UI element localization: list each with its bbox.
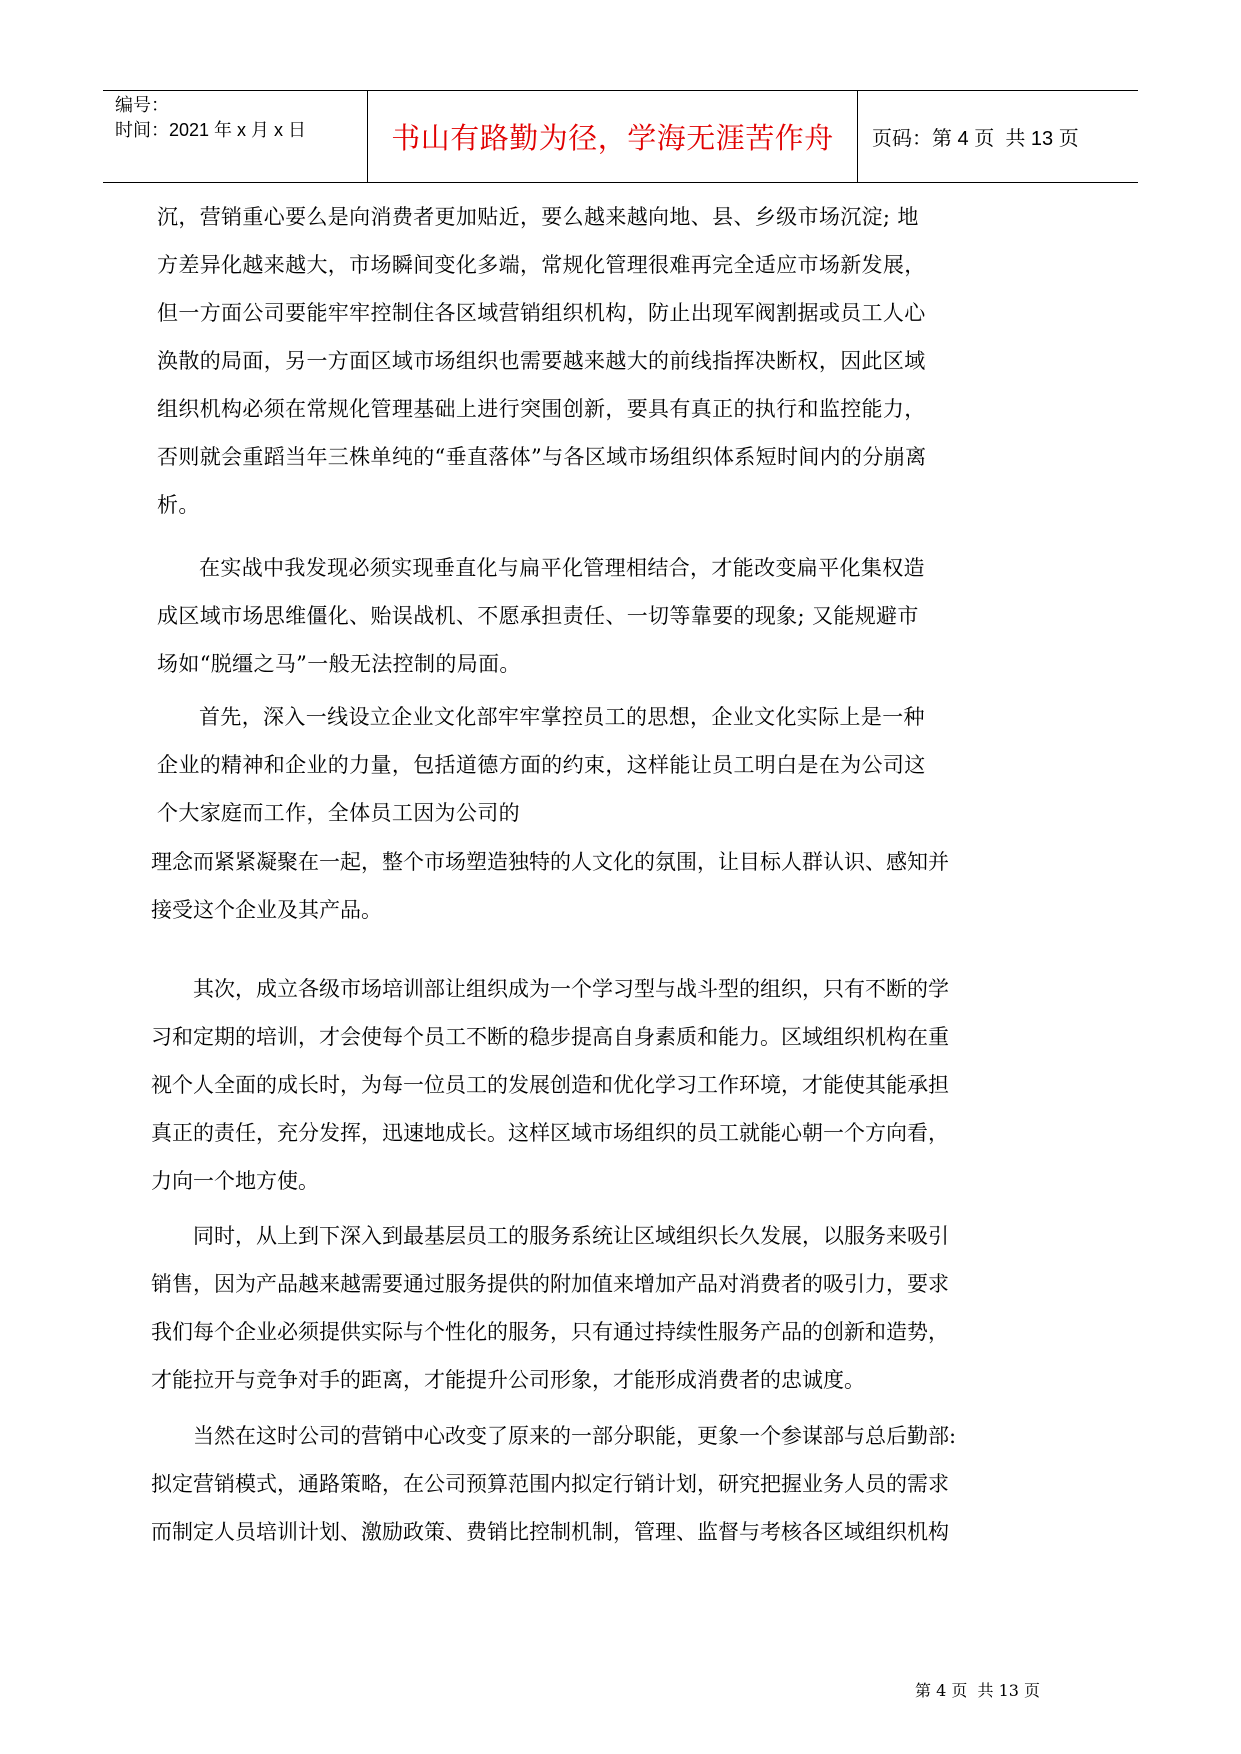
paragraph xyxy=(157,693,926,837)
paragraph-line: 企业的精神和企业的力量，包括道德方面的约束，这样能让员工明白是在为公司这 xyxy=(157,753,926,777)
paragraph-line: 力向一个地方使。 xyxy=(151,1169,319,1193)
paragraph-line: 沉，营销重心要么是向消费者更加贴近，要么越来越向地、县、乡级市场沉淀; 地 xyxy=(157,205,919,229)
document-number-label: 编号： xyxy=(115,95,169,115)
paragraph-line: 接受这个企业及其产品。 xyxy=(151,898,382,922)
paragraph-line: 成区域市场思维僵化、贻误战机、不愿承担责任、一切等靠要的现象; 又能规避市 xyxy=(157,604,919,628)
paragraph-line: 方差异化越来越大，市场瞬间变化多端，常规化管理很难再完全适应市场新发展， xyxy=(157,253,926,277)
paragraph-line: 其次，成立各级市场培训部让组织成为一个学习型与战斗型的组织，只有不断的学 xyxy=(193,977,949,1001)
paragraph-line: 否则就会重蹈当年三株单纯的“垂直落体”与各区域市场组织体系短时间内的分崩离 xyxy=(157,445,927,469)
paragraph-line: 销售，因为产品越来越需要通过服务提供的附加值来增加产品对消费者的吸引力，要求 xyxy=(151,1272,949,1296)
paragraph-line: 场如“脱缰之马”一般无法控制的局面。 xyxy=(157,652,521,676)
paragraph-line: 但一方面公司要能牢牢控制住各区域营销组织机构，防止出现军阀割据或员工人心 xyxy=(157,301,926,325)
paragraph-line: 习和定期的培训，才会使每个员工不断的稳步提高自身素质和能力。区域组织机构在重 xyxy=(151,1025,949,1049)
paragraph-line: 当然在这时公司的营销中心改变了原来的一部分职能，更象一个参谋部与总后勤部: xyxy=(193,1424,957,1448)
header-meta-cell xyxy=(103,91,368,182)
paragraph-line: 析。 xyxy=(157,493,200,517)
document-time-label: 时间：2021 年 x 月 x 日 xyxy=(115,120,307,140)
paragraph-line: 真正的责任，充分发挥，迅速地成长。这样区域市场组织的员工就能心朝一个方向看， xyxy=(151,1121,949,1145)
paragraph-line: 首先，深入一线设立企业文化部牢牢掌控员工的思想，企业文化实际上是一种 xyxy=(199,705,925,729)
header-page-cell xyxy=(858,91,1138,182)
paragraph-line: 同时，从上到下深入到最基层员工的服务系统让区域组织长久发展，以服务来吸引 xyxy=(193,1224,949,1248)
paragraph-line: 视个人全面的成长时，为每一位员工的发展创造和优化学习工作环境，才能使其能承担 xyxy=(151,1073,949,1097)
paragraph-line: 拟定营销模式，通路策略，在公司预算范围内拟定行销计划，研究把握业务人员的需求 xyxy=(151,1472,949,1496)
paragraph-line: 涣散的局面，另一方面区域市场组织也需要越来越大的前线指挥决断权，因此区域 xyxy=(157,349,926,373)
paragraph-line: 我们每个企业必须提供实际与个性化的服务，只有通过持续性服务产品的创新和造势， xyxy=(151,1320,949,1344)
document-header xyxy=(103,90,1138,183)
paragraph xyxy=(151,965,949,1205)
paragraph xyxy=(157,193,926,529)
paragraph-line: 才能拉开与竞争对手的距离，才能提升公司形象，才能形成消费者的忠诚度。 xyxy=(151,1368,865,1392)
paragraph-line: 而制定人员培训计划、激励政策、费销比控制机制，管理、监督与考核各区域组织机构 xyxy=(151,1520,949,1544)
paragraph-line: 在实战中我发现必须实现垂直化与扁平化管理相结合，才能改变扁平化集权造 xyxy=(199,556,925,580)
paragraph xyxy=(157,544,925,688)
header-page-label: 页码：第 4 页 共 13 页 xyxy=(872,128,1079,150)
header-motto: 书山有路勤为径，学海无涯苦作舟 xyxy=(391,121,834,155)
paragraph xyxy=(151,838,949,934)
paragraph-line: 理念而紧紧凝聚在一起，整个市场塑造独特的人文化的氛围，让目标人群认识、感知并 xyxy=(151,850,949,874)
paragraph-line: 个大家庭而工作，全体员工因为公司的 xyxy=(157,801,520,825)
footer-page-number: 第 4 页 共 13 页 xyxy=(915,1681,1041,1700)
paragraph xyxy=(151,1212,949,1404)
paragraph xyxy=(151,1412,956,1556)
paragraph-line: 组织机构必须在常规化管理基础上进行突围创新，要具有真正的执行和监控能力， xyxy=(157,397,926,421)
header-motto-cell xyxy=(368,91,858,182)
